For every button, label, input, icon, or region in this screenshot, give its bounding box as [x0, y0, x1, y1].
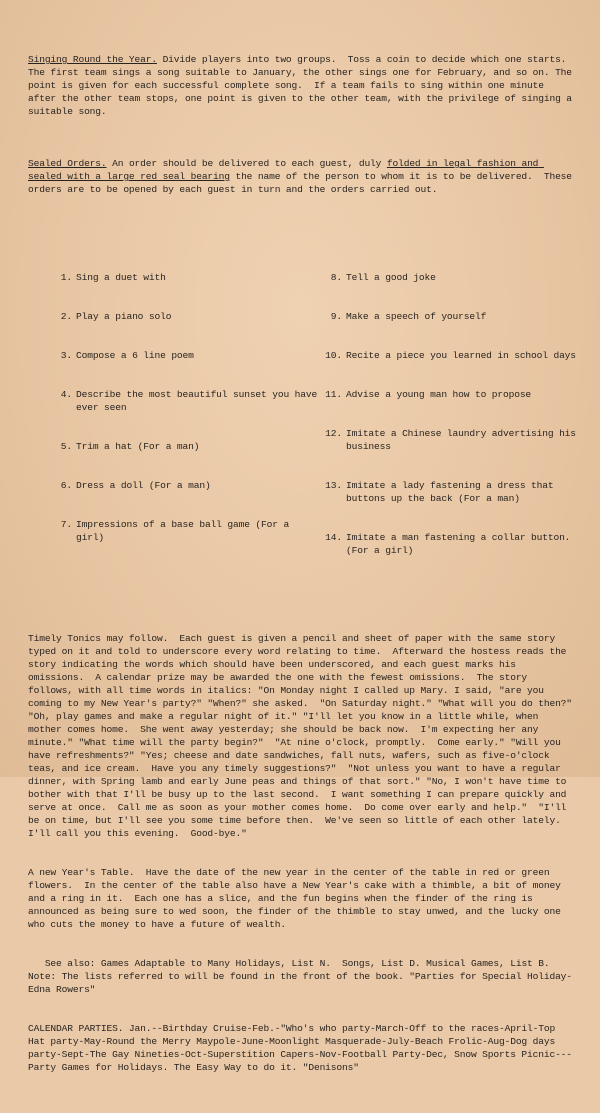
sealed-orders-text-b: the name of the person to whom it is to be delivered. These orders are to be opened by each guest in turn and the orders carried out. [28, 171, 578, 195]
typed-document [28, 14, 584, 1113]
timely-tonics-paragraph: Timely Tonics may follow. Each guest is given a pencil and sheet of paper with the same story typed on it and told to underscore every word relating to time. Afterward the hostess reads the story indicating the words which should have been underscored, and each guest marks his omissions. A calendar prize may be awarded the one with the fewest omissions. The story follows, with all time words in italics: "On Monday night I called up Mary. I said, "are you coming to my New Year's party?" "When?" she asked. "On Saturday night." "What will you do then?" "Oh, play games and make a regular night of it." "I'll let you know in a little while, when mother comes home. She went away yesterday; she should be back now. I'm expecting her any minute." "What time will the party begin?" "At nine o'clock, promptly. Come early." "Will you have refreshments?" "Yes; cheese and date sandwiches, fall nuts, wafers, such as five-o'clock teas, and ice cream. Have you any timely suggestions?" "Not unless you want to have a regular dinner, with Spring lamb and early June peas and things of that sort." "No, I won't have time to bother with that I'll be busy up to the last second. I want something I can prepare quickly and serve at once. Call me as soon as your mother comes home. Do come over early and help." "I'll be on time, but I'll see you some time before then. We've seen so little of each other lately. I'll call you this evening. Good-bye." [28, 633, 584, 839]
orders-left-column [28, 245, 323, 583]
sealed-orders-heading: Sealed Orders. [28, 158, 107, 169]
list-item: 14. Imitate a man fastening a collar button. (For a girl) [325, 532, 576, 556]
list-item: 4. Describe the most beautiful sunset you have ever seen [60, 389, 323, 413]
list-item: 5. Trim a hat (For a man) [60, 441, 200, 452]
sealed-orders-underlined: folded in legal fashion and sealed with a large red seal bearing [28, 158, 544, 182]
list-item: 2. Play a piano solo [60, 311, 172, 322]
list-item: 3. Compose a 6 line poem [60, 350, 194, 361]
orders-right-column [318, 245, 582, 583]
list-item: 13. Imitate a lady fastening a dress that buttons up the back (For a man) [325, 480, 560, 504]
singing-heading: Singing Round the Year. [28, 54, 157, 65]
sealed-orders-text-a: An order should be delivered to each guest, duly [106, 158, 387, 169]
new-years-table-paragraph: A new Year's Table. Have the date of the new year in the center of the table in red or green flowers. In the center of the table also have a New Year's cake with a thimble, a bit of money and a ring in it. Each one has a slice, and the fun begins when the finder of the ring is announced as being sure to wed soon, the finder of the thimble to stay unwed, and the lucky one who cuts the money to have a future of wealth. [28, 867, 567, 930]
singing-paragraph [28, 53, 576, 118]
list-item: 12. Imitate a Chinese laundry advertising his business [325, 428, 582, 452]
orders-list [28, 245, 582, 583]
list-item: 9. Make a speech of yourself [330, 311, 487, 322]
see-also-paragraph: See also: Games Adaptable to Many Holidays, List N. Songs, List D. Musical Games, List B. Note: The lists referred to will be found in the front of the book. "Parties for Special Holiday-Edna Rowers" [28, 958, 572, 995]
calendar-parties-paragraph: CALENDAR PARTIES. Jan.--Birthday Cruise-Feb.-"Who's who party-March-Off to the races-April-Top Hat party-May-Round the Merry Maypole-June-Moonlight Masquerade-July-Beach Frolic-Aug-Dog days party-Sept-The Gay Nineties-Oct-Superstition Capers-Nov-Football Party-Dec, Snow Sports Picnic---Party Games for Holidays. The Easy Way to do it. "Denisons" [28, 1023, 572, 1073]
singing-text: Divide players into two groups. Toss a coin to decide which one starts. The first team sings a song suitable to January, the other sings one for February, and so on. The point is given for each successful complete song. If a team fails to sing within one minute after the other team stops, one point is given to the other team, with the privilege of singing a suitable song. [28, 54, 578, 117]
sealed-orders-paragraph [28, 157, 576, 196]
list-item: 7. Impressions of a base ball game (For a girl) [60, 519, 295, 543]
list-item: 8. Tell a good joke [330, 272, 436, 283]
list-item: 10. Recite a piece you learned in school days [325, 350, 576, 361]
list-item: 11. Advise a young man how to propose [325, 389, 532, 400]
list-item: 6. Dress a doll (For a man) [60, 480, 211, 491]
list-item: 1. Sing a duet with [60, 272, 166, 283]
